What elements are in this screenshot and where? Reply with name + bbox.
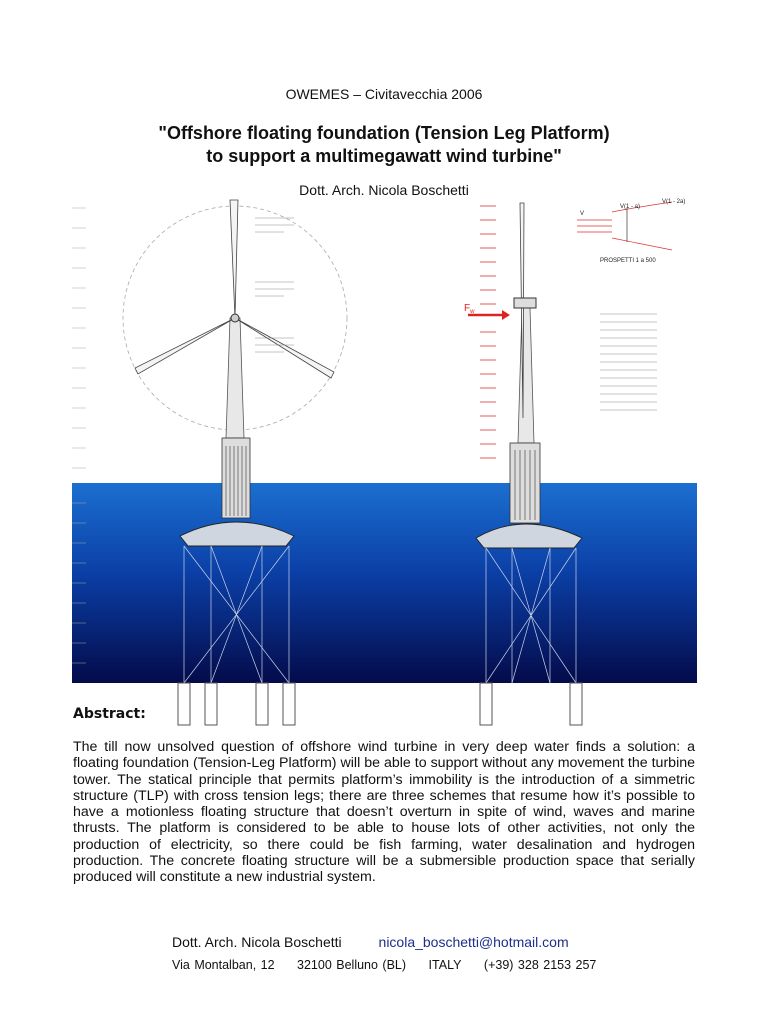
- v1-label: V(1 - a): [620, 204, 641, 210]
- sea-area: [72, 483, 697, 683]
- title-line-2: to support a multimegawatt wind turbine": [206, 146, 562, 166]
- left-turbine-tower: [226, 318, 244, 438]
- paper-title: [0, 122, 768, 168]
- title-line-1: "Offshore floating foundation (Tension Leg Platform): [158, 123, 610, 143]
- abstract-text: The till now unsolved question of offshore wind turbine in very deep water finds a solution: a floating foundation (Tension-Leg Platform) will be able to support without any movement the turbine tower. The statical principle that permits platform’s immobility is the introduction of a simmetric structure (TLP) with cross tension legs; there are three schemes that resume how it’s possible to have a motionless floating structure that doesn’t overturn in spite of wind, waves and marine thrusts. The platform is considered to be able to house lots of other activities, not only the production of electricity, so there could be fish farming, water desalination and hydrogen production. The concrete floating structure will be a submersible production space that serially produced will constitute a new industrial system.: [73, 739, 695, 886]
- wind-arrows: [480, 206, 496, 458]
- footer-city: 32100 Belluno (BL): [297, 958, 407, 972]
- tlp-drawing-figure: [72, 198, 697, 733]
- abstract-heading: Abstract:: [73, 706, 146, 722]
- seabed: [72, 683, 697, 733]
- v2-label: V(1 - 2a): [662, 199, 686, 205]
- footer-street: Via Montalban, 12: [172, 958, 275, 972]
- footer-contact: [172, 934, 569, 950]
- prospetti-label: PROSPETTI 1 a 500: [600, 258, 656, 264]
- right-nacelle: [514, 298, 536, 308]
- right-turbine-tower: [518, 308, 534, 443]
- footer-phone: (+39) 328 2153 257: [483, 958, 597, 972]
- annotation-notes: [255, 218, 657, 410]
- footer-email-link[interactable]: nicola_boschetti@hotmail.com: [378, 934, 569, 950]
- footer-name: Dott. Arch. Nicola Boschetti: [172, 934, 342, 950]
- fw-label: $F_w$: [464, 303, 475, 315]
- left-hub: [231, 314, 239, 322]
- v-label: V: [580, 211, 585, 217]
- author-line: Dott. Arch. Nicola Boschetti: [299, 182, 469, 198]
- footer-address: [172, 958, 614, 972]
- footer-country: ITALY: [428, 958, 462, 972]
- conference-line: OWEMES – Civitavecchia 2006: [285, 86, 483, 102]
